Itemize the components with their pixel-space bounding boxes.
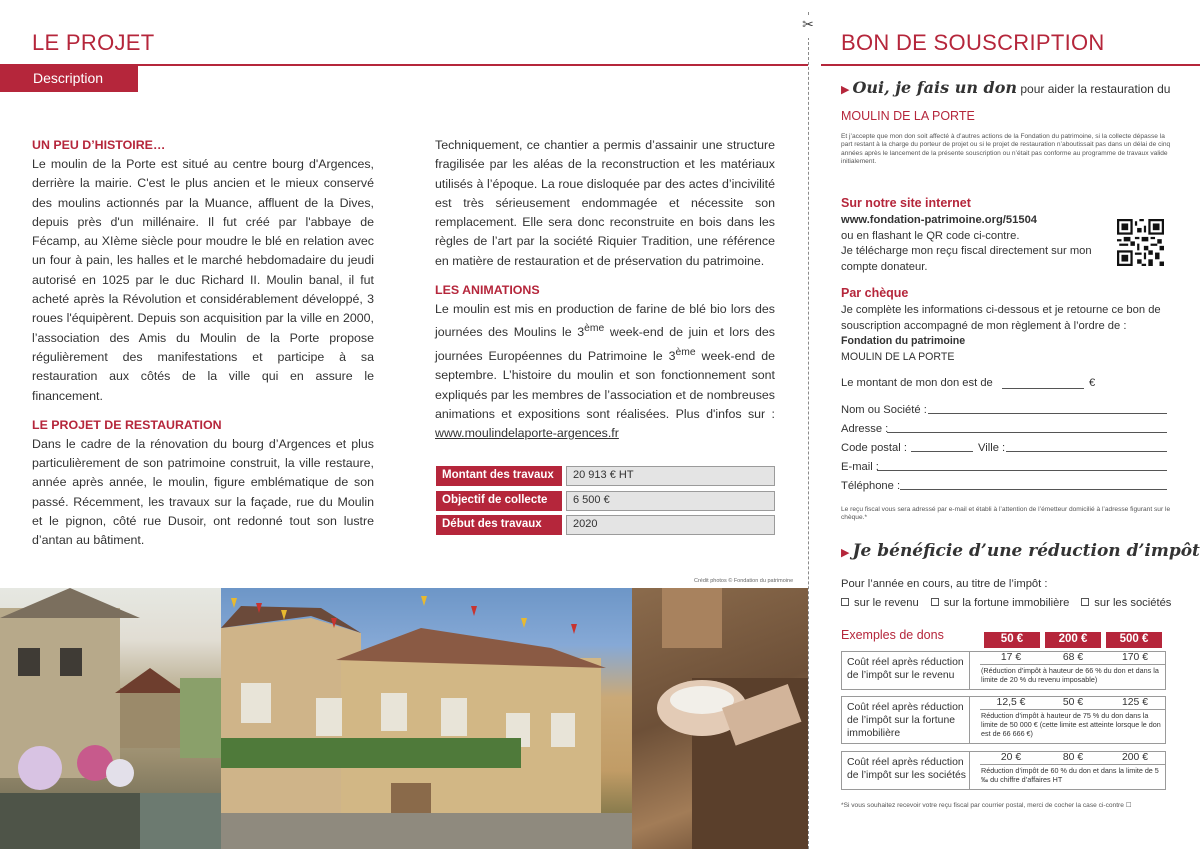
address-label: Adresse : [841, 423, 889, 435]
amount-header: 50 € [984, 632, 1040, 648]
checkbox-label: sur la fortune immobilière [943, 597, 1070, 609]
postal-receipt-note: *Si vous souhaitez recevoir votre reçu fiscal par courrier postal, merci de cocher la case ci-contre ☐ [841, 802, 1132, 809]
cheque-heading: Par chèque [841, 286, 909, 300]
checkbox-societes[interactable] [1081, 597, 1171, 609]
mill-waterside-illustration [0, 588, 221, 849]
receipt-note: Le reçu fiscal vous sera adressé par e-mail et établi à l’attention de l’émetteur domicilié à l’adresse figurant sur le chèque.* [841, 506, 1171, 522]
address-field[interactable] [887, 432, 1167, 433]
animations-text-part1: Le moulin est mis en production de farine de blé bio lors des journées des Moulins le 3 [435, 302, 775, 340]
acceptance-text: Et j’accepte que mon don soit affecté à d’autres actions de la Fondation du patrimoine, si la collecte dépasse la part restant à la charge du porteur de projet ou si le projet de restauration n’aboutissait pas dans un délai de cinq années après le lancement de la présente souscription ou n’était pas conforme au programme de travaux valide initialement. [841, 133, 1171, 166]
histoire-text: Le moulin de la Porte est situé au centre bourg d'Argences, derrière la mairie. C'est le plus ancien et le mieux conservé des moulins actionnés par la Muance, affluent de la Dives, depuis près d'un millénaire. Il fut créé par l'abbaye de Fécamp, au XIème siècle pour moudre le blé en relation avec un four à pain, les halles et le marché hebdomadaire du jeudi autorisé en 1025 par le duc Richard II. Moulin banal, il fut acheté après la Révolution et considérablement développé, 3 roues l'équipèrent. Depuis son acquisition par la ville en 2000, l’association des Amis du Moulin de la Porte propose régulièrement des manifestations et participe à sa restauration aux côtés de la ville qui en assure le financement. [32, 157, 374, 403]
tax-type-options [841, 597, 1171, 609]
example-value: 80 € [1042, 752, 1104, 765]
info-row [436, 515, 775, 535]
mill-waterside-photo [0, 588, 221, 849]
payee-name: Fondation du patrimoine [841, 335, 966, 347]
checkbox-label: sur le revenu [854, 597, 919, 609]
restauration-text: Dans le cadre de la rénovation du bourg d’Argences et plus particulièrement de son patrimoine construit, la ville restaure, année après année, le moulin, figure emblématique de son passé. Récemment, les travaux sur la façade, rue du Moulin et le pignon, côté rue Dusoir, ont redonné tout son lustre d’antan au bâtiment. [32, 436, 374, 548]
postal-code-label: Code postal : [841, 442, 907, 454]
example-note: Réduction d’impôt à hauteur de 75 % du don dans la limite de 50 000 € (cette limite est atteinte lorsque le don est de 66 666 €) [981, 711, 1161, 738]
example-note: Réduction d’impôt de 60 % du don et dans la limite de 5 ‰ du chiffre d’affaires HT [981, 766, 1159, 784]
page-title-left: LE PROJET [32, 30, 155, 55]
village-street-photo [221, 588, 632, 849]
example-label: Coût réel après réduction de l’impôt sur les sociétés [842, 752, 970, 789]
example-value: 170 € [1104, 652, 1166, 665]
oui-script-text: Oui, je fais un don [852, 78, 1018, 97]
page-title-right: BON DE SOUSCRIPTION [841, 30, 1105, 55]
text-column-1 [32, 136, 374, 551]
amount-label: Le montant de mon don est de [841, 377, 993, 389]
project-info-table [436, 466, 775, 540]
tax-year-text: Pour l’année en cours, au titre de l’impôt : [841, 578, 1048, 590]
example-value: 17 € [980, 652, 1042, 665]
info-value: 6 500 € [566, 491, 775, 511]
phone-label: Téléphone : [841, 480, 901, 492]
examples-heading: Exemples de dons [841, 628, 944, 642]
city-field[interactable] [1006, 451, 1167, 452]
text-column-2 [435, 136, 775, 443]
checkbox-icon[interactable] [1081, 598, 1089, 606]
example-value: 68 € [1042, 652, 1104, 665]
example-value: 200 € [1104, 752, 1166, 765]
example-label: Coût réel après réduction de l’impôt sur le revenu [842, 652, 970, 689]
donation-url[interactable]: www.fondation-patrimoine.org/51504 [841, 214, 1038, 226]
euro-sign: € [1089, 377, 1096, 389]
histoire-heading: UN PEU D’HISTOIRE… [32, 138, 166, 152]
flour-hand-illustration [632, 588, 808, 849]
tax-reduction-script: Je bénéficie d’une réduction d’impôt [852, 541, 1200, 561]
description-tab: Description [0, 66, 138, 92]
flour-hand-photo [632, 588, 808, 849]
example-value: 50 € [1042, 697, 1104, 710]
amount-header: 200 € [1045, 632, 1101, 648]
amount-header: 500 € [1106, 632, 1162, 648]
example-row-revenu [841, 651, 1166, 690]
info-row [436, 466, 775, 486]
triangle-bullet-icon: ▶ [841, 547, 850, 559]
info-row [436, 491, 775, 511]
payee-project: MOULIN DE LA PORTE [841, 350, 955, 363]
example-row-fortune [841, 696, 1166, 744]
animations-text [435, 300, 775, 443]
title-rule-right [821, 64, 1200, 66]
qr-instruction: ou en flashant le QR code ci-contre. [841, 229, 1020, 242]
cut-line [808, 12, 809, 849]
photo-credit: Crédit photos © Fondation du patrimoine [694, 578, 794, 584]
receipt-instruction: Je télécharge mon reçu fiscal directement sur mon compte donateur. [841, 245, 1092, 273]
name-field[interactable] [928, 413, 1167, 414]
info-label: Montant des travaux [436, 466, 562, 486]
project-name: MOULIN DE LA PORTE [841, 109, 975, 123]
checkbox-fortune[interactable] [931, 597, 1070, 609]
email-label: E-mail : [841, 461, 879, 473]
cheque-instructions [841, 303, 1171, 365]
checkbox-icon[interactable] [841, 598, 849, 606]
animations-text-part2: week-end de juin et lors des journées Européennes du Patrimoine le 3 [435, 325, 775, 363]
tax-reduction-heading [841, 541, 1200, 561]
name-label: Nom ou Société : [841, 404, 927, 416]
amount-field[interactable] [1002, 388, 1084, 389]
animations-text-part3: week-end de septembre. L’histoire du moulin et son fonctionnement sont expliqués par les membres de l’association et de nombreuses animations et expositions sont réalisées. Plus d'infos sur : [435, 348, 775, 421]
example-label: Coût réel après réduction de l’impôt sur la fortune immobilière [842, 697, 970, 743]
checkbox-label: sur les sociétés [1094, 597, 1172, 609]
moulin-website-link[interactable]: www.moulindelaporte-argences.fr [435, 426, 619, 441]
email-field[interactable] [877, 470, 1167, 471]
phone-field[interactable] [900, 489, 1167, 490]
postal-code-field[interactable] [911, 451, 973, 452]
example-value: 125 € [1104, 697, 1166, 710]
animations-heading: LES ANIMATIONS [435, 283, 540, 298]
triangle-bullet-icon: ▶ [841, 84, 850, 96]
city-label: Ville : [978, 442, 1006, 454]
example-value: 12,5 € [980, 697, 1042, 710]
qr-code-icon[interactable] [1117, 219, 1164, 266]
example-value: 20 € [980, 752, 1042, 765]
superscript-eme: ème [675, 346, 696, 358]
website-heading: Sur notre site internet [841, 196, 971, 210]
village-street-illustration [221, 588, 632, 849]
example-row-societes [841, 751, 1166, 790]
info-label: Début des travaux [436, 515, 562, 535]
website-instructions [841, 213, 1111, 275]
donation-intro-text: pour aider la restauration du [1020, 82, 1171, 96]
technique-text: Techniquement, ce chantier a permis d’assainir une structure fragilisée par les aléas de la reconstruction et les matériaux utilisés à l’époque. La roue disloquée par des actes d’incivilité est très sérieusement endommagée et nécessite son remplacement. Elle sera donc reconstruite en bois dans les règles de l’art par la société Riquier Tradition, une référence en matière de restauration et de préservation du patrimoine. [435, 138, 775, 268]
info-value: 2020 [566, 515, 775, 535]
checkbox-revenu[interactable] [841, 597, 919, 609]
info-value: 20 913 € HT [566, 466, 775, 486]
superscript-eme: ème [584, 323, 605, 335]
example-note: (Réduction d’impôt à hauteur de 66 % du don et dans la limite de 20 % du revenu imposable) [981, 666, 1159, 684]
info-label: Objectif de collecte [436, 491, 562, 511]
checkbox-icon[interactable] [931, 598, 939, 606]
restauration-heading: LE PROJET DE RESTAURATION [32, 417, 222, 432]
scissors-icon: ✂ [800, 16, 816, 38]
cheque-instruction-text: Je complète les informations ci-dessous et je retourne ce bon de souscription accompagné de mon règlement à l’ordre de : [841, 304, 1161, 332]
donation-intro [841, 78, 1170, 97]
